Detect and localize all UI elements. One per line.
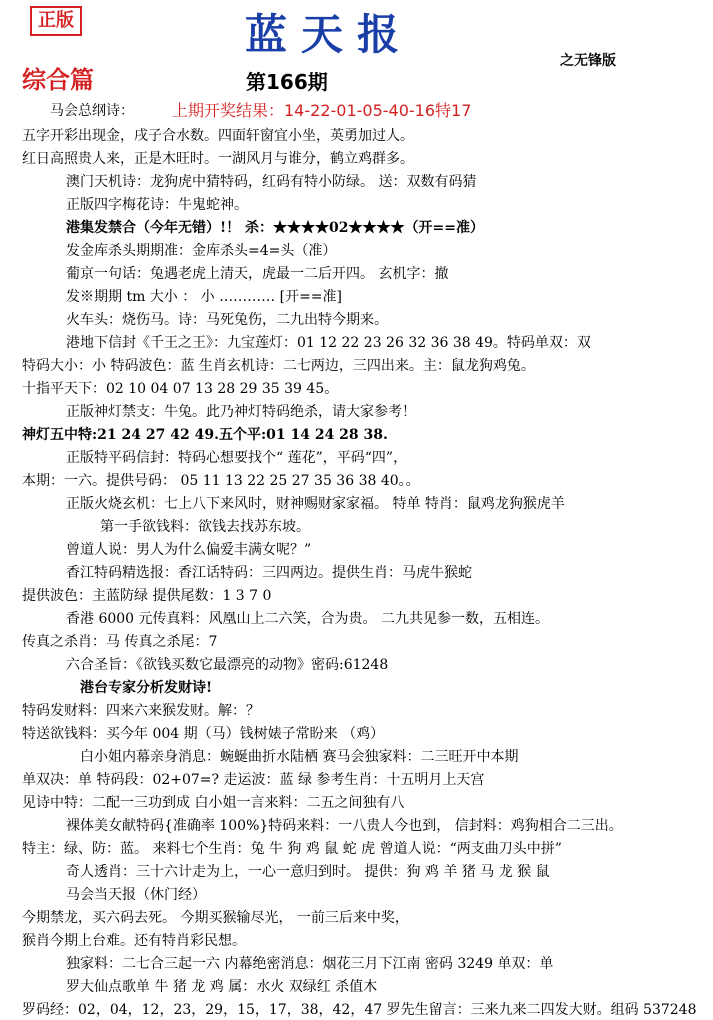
text-line: 见诗中特：二配一三功到成 白小姐一言来料：二五之间独有八 (22, 795, 405, 811)
text-line: 十指平天下：02 10 04 07 13 28 29 35 39 45。 (22, 381, 339, 397)
text-line: 澳门天机诗：龙狗虎中猜特码，红码有特小防绿。 送：双数有码猜 (66, 174, 477, 190)
text-line: 马会当天报（休门经） (66, 887, 206, 903)
edition-label: 之无锋版 (560, 53, 616, 69)
text-line: 单双决：单 特码段：02+07=? 走运波：蓝 绿 参考生肖：十五明月上天宫 (22, 772, 485, 788)
text-line: 裸体美女献特码{准确率 100%}特码来料：一八贵人今也到， 信封料：鸡狗相合二三出。 (66, 818, 623, 834)
text-line: 正版神灯禁支：牛兔。此乃神灯特码绝杀，请大家参考！ (66, 404, 416, 420)
text-line: 猴肖今期上台难。还有特肖彩民想。 (22, 933, 246, 949)
text-line: 奇人透肖：三十六计走为上，一心一意归到时。 提供：狗 鸡 羊 猪 马 龙 猴 鼠 (66, 864, 550, 880)
text-line: 第一手欲钱料：欲钱去找苏东坡。 (100, 519, 310, 535)
text-line: 火车头：烧伤马。诗：马死兔伤，二九出特今期来。 (66, 312, 388, 328)
text-line: 特主：绿、防：蓝。 来料七个生肖：兔 牛 狗 鸡 鼠 蛇 虎 曾道人说：“两支曲刀头中拼” (22, 841, 562, 857)
last-result: 上期开奖结果：14-22-01-05-40-16特17 (172, 101, 472, 120)
summary-label: 马会总纲诗： (50, 103, 134, 119)
text-line: 红日高照贵人来，正是木旺时。一湖风月与谁分，鹤立鸡群多。 (22, 151, 414, 167)
text-line: 正版特平码信封：特码心想要找个“ 莲花”，平码“四”， (66, 450, 408, 466)
text-line: 神灯五中特:21 24 27 42 49.五个平:01 14 24 28 38. (22, 427, 388, 443)
text-line: 罗码经：02，04，12，23，29，15，17，38，42，47 罗先生留言：三来九来二四发大财。组码 537248 (22, 1002, 697, 1018)
text-line: 今期禁龙，买六码去死。 今期买猴输尽光， 一前三后来中奖， (22, 910, 409, 926)
genuine-badge: 正版 (30, 6, 82, 36)
text-line: 特码发财料：四来六来猴发财。解：？ (22, 703, 260, 719)
text-line: 罗大仙点歌单 牛 猪 龙 鸡 属：水火 双绿红 杀值木 (66, 979, 378, 995)
text-line: 传真之杀肖：马 传真之杀尾：7 (22, 634, 218, 650)
section-title: 综合篇 (22, 65, 94, 94)
page-title: 蓝天报 (245, 10, 414, 59)
text-line: 独家料：二七合三起一六 内幕绝密消息：烟花三月下江南 密码 3249 单双：单 (66, 956, 554, 972)
text-line: 白小姐内幕亲身消息：蜿蜒曲折水陆栖 赛马会独家料：二三旺开中本期 (80, 749, 519, 765)
text-line: 六合圣旨：《欲钱买数它最漂亮的动物》密码:61248 (66, 657, 389, 673)
text-line: 特送欲钱料：买今年 004 期（马）钱树婊子常盼来 （鸡） (22, 726, 385, 742)
text-line: 港集发禁合（今年无错）!！ 杀：★★★★02★★★★（开==准） (66, 220, 484, 236)
text-line: 曾道人说：男人为什么偏爱丰满女呢？” (66, 542, 312, 558)
text-line: 发金库杀头期期准：金库杀头=4=头（准） (66, 243, 337, 259)
text-line: 五字开彩出现金，戌子合水数。四面轩窗宜小坐，英勇加过人。 (22, 128, 414, 144)
text-line: 正版四字梅花诗：牛鬼蛇神。 (66, 197, 248, 213)
text-line: 发※期期 tm 大小 ： 小 ………… [开==准] (66, 289, 342, 305)
text-line: 香江特码精选报：香江话特码：三四两边。提供生肖：马虎牛猴蛇 (66, 565, 472, 581)
text-line: 提供波色：主蓝防绿 提供尾数：1 3 7 0 (22, 588, 272, 604)
text-line: 正版火烧玄机：七上八下来风时，财神赐财家家福。 特单 特肖：鼠鸡龙狗猴虎羊 (66, 496, 565, 512)
text-line: 本期：一六。提供号码： 05 11 13 22 25 27 35 36 38 40。。 (22, 473, 420, 489)
text-line: 葡京一句话：兔遇老虎上清天，虎最一二后开四。 玄机字：撤 (66, 266, 449, 282)
text-line: 港台专家分析发财诗! (80, 680, 213, 696)
text-line: 香港 6000 元传真料：风凰山上二六笑，合为贵。 二九共见参一数，五相连。 (66, 611, 549, 627)
issue-number: 第166期 (246, 70, 328, 94)
text-line: 特码大小：小 特码波色：蓝 生肖玄机诗：二七两边，三四出来。主：鼠龙狗鸡兔。 (22, 358, 535, 374)
text-line: 港地下信封《千王之王》：九宝莲灯：01 12 22 23 26 32 36 38 49。特码单双：双 (66, 335, 591, 351)
